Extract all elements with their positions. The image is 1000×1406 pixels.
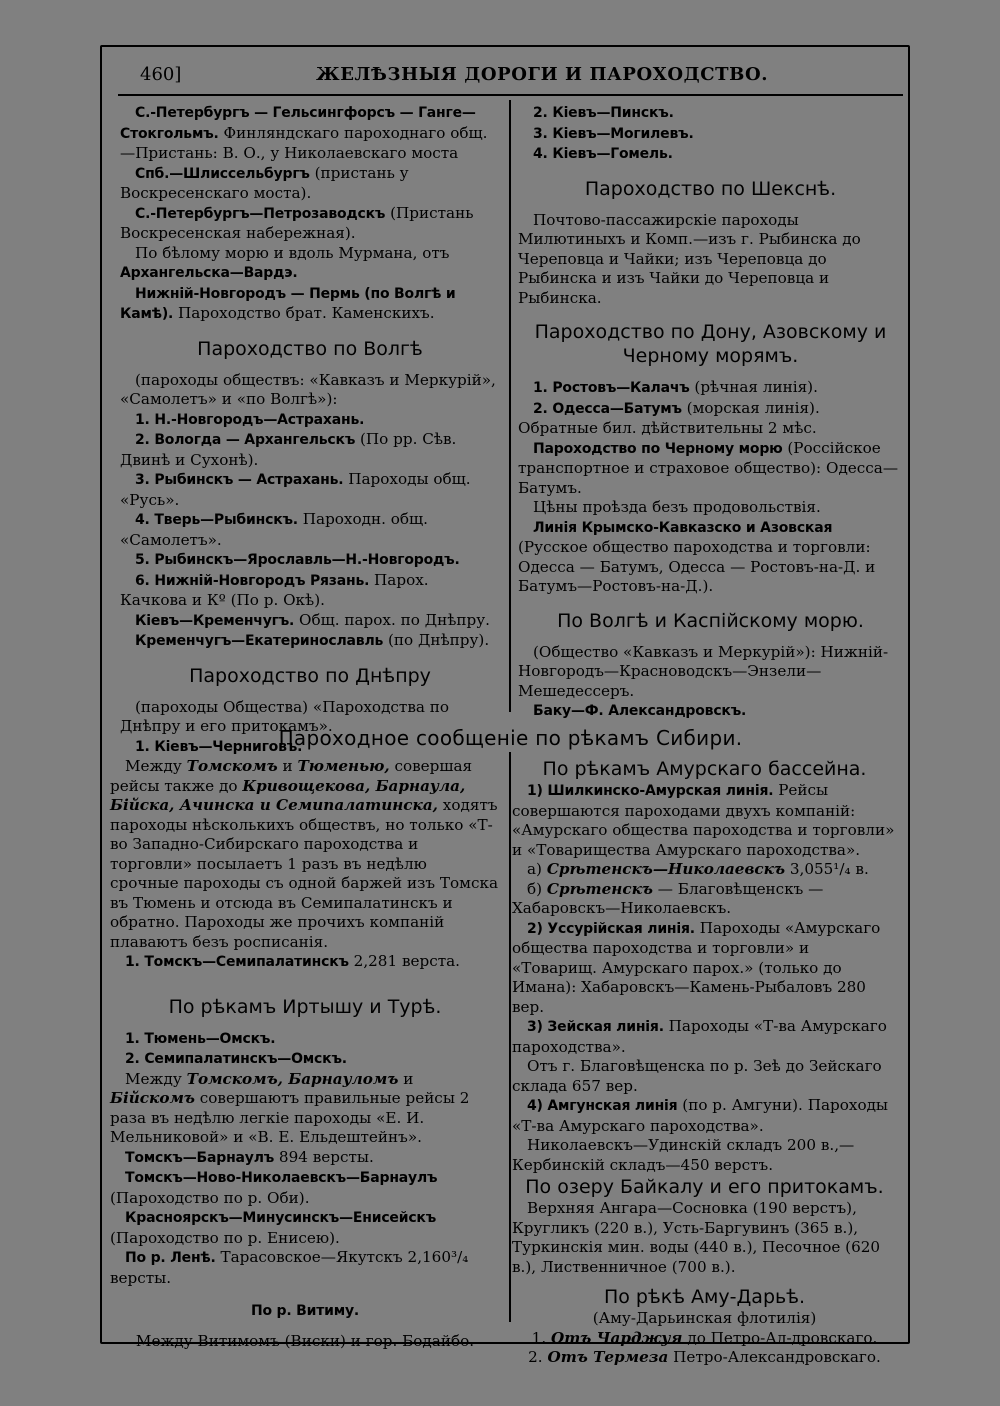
page-header	[118, 58, 903, 86]
right-top-column	[518, 103, 903, 722]
section-intro: (пароходы обществъ: «Кавказъ и Меркурій», «Самолетъ» и «по Волгѣ»):	[120, 370, 496, 408]
route-entry: 2. Одесса—Батумъ (морская линія). Обратные бил. дѣйствительны 2 мѣс.	[518, 398, 820, 437]
section-heading-dnepr: Пароходство по Днѣпру	[189, 664, 431, 687]
route-entry: По р. Ленѣ. Тарасовское—Якутскъ 2,160³/₄ версты.	[110, 1248, 469, 1287]
route-entry: Кременчугъ—Екатеринославль (по Днѣпру).	[135, 631, 490, 649]
header-rule	[118, 94, 903, 96]
route-entry: 1. Томскъ—Семипалатинскъ 2,281 верста.	[125, 952, 461, 970]
route-entry: 1. Тюмень—Омскъ.	[125, 1030, 276, 1047]
section-text: Верхняя Ангара—Сосновка (190 верстъ), Кругликъ (220 в.), Усть-Баргувинъ (365 в.), Туркинскія мин. воды (440 в.), Песочное (620 в.), Лиственничное (700 в.).	[512, 1199, 881, 1276]
section-heading-volga: Пароходство по Волгѣ	[197, 337, 423, 360]
route-entry: С.-Петербургъ—Петрозаводскъ (Пристань Воскресенская набережная).	[120, 203, 474, 242]
route-entry: 4) Амгунская линія (по р. Амгуни). Пароходы «Т-ва Амурскаго пароходства».	[512, 1096, 889, 1135]
route-entry: 6. Нижній-Новгородъ Рязань. Парох. Качкова и Кº (По р. Окѣ).	[120, 570, 429, 609]
section-text: Почтово-пассажирскіе пароходы Милютиныхъ и Комп.—изъ г. Рыбинска до Череповца и Чайки; изъ Череповца до Рыбинска и изъ Чайки до Череповца и Рыбинска.	[518, 210, 861, 307]
section-text: Между Витимомъ (Виски) и гор. Бодайбо.	[135, 1331, 475, 1350]
route-entry: 2. Отъ Термеза Петро-Александровскаго.	[528, 1348, 881, 1366]
route-entry: Красноярскъ—Минусинскъ—Енисейскъ (Пароходство по р. Енисею).	[110, 1210, 437, 1247]
section-heading-vitim: По р. Витиму.	[250, 1303, 360, 1319]
route-entry: 3) Зейская линія. Пароходы «Т-ва Амурскаго пароходства».	[512, 1017, 887, 1056]
section-heading-caspian: По Волгѣ и Каспійскому морю.	[557, 609, 864, 632]
route-entry: 3. Кіевъ—Могилевъ.	[533, 125, 694, 142]
route-entry: 1. Отъ Чарджуя до Петро-Ал-дровскаго.	[531, 1328, 878, 1347]
route-entry: 2. Кіевъ—Пинскъ.	[533, 105, 674, 121]
route-entry: Томскъ—Ново-Николаевскъ—Барнаулъ (Пароходство по р. Оби).	[110, 1170, 438, 1207]
route-entry: 1. Ростовъ—Калачъ (рѣчная линія).	[533, 378, 818, 396]
route-entry: С.-Петербургъ — Гельсингфорсъ — Ганге—Стокгольмъ. Финляндскаго пароходнаго общ.—Пристань: В. О., у Николаевскаго моста	[120, 105, 488, 162]
left-top-column	[120, 103, 500, 757]
route-entry: 4. Кіевъ—Гомель.	[533, 146, 673, 162]
page-number: 460]	[140, 64, 182, 85]
section-heading-amur: По рѣкамъ Амурскаго бассейна.	[542, 758, 867, 780]
page-content	[118, 58, 903, 86]
route-entry: Спб.—Шлиссельбургъ (пристань у Воскресенскаго моста).	[120, 163, 409, 202]
route-entry: Томскъ—Барнаулъ 894 версты.	[125, 1147, 374, 1166]
route-entry: Цѣны проѣзда безъ продовольствія.	[533, 498, 821, 516]
column-divider-bottom	[509, 752, 511, 1322]
route-entry: Пароходство по Черному морю (Россійское транспортное и страховое общество): Одесса—Батумъ.	[518, 438, 899, 497]
route-entry: 2) Уссурійская линія. Пароходы «Амурскаго общества пароходства и торговли» и «Товарищ. Амурскаго парох.» (только до Имана): Хабаровскъ—Камень-Рыбаловъ 280 вер.	[512, 918, 881, 1016]
route-entry: 1) Шилкинско-Амурская линія. Рейсы совершаются пароходами двухъ компаній: «Амурскаго общества пароходства и торговли» и «Товарищества Амурскаго пароходства».	[512, 781, 895, 859]
route-entry: Николаевскъ—Удинскій складъ 200 в.,—Кербинскій складъ—450 верстъ.	[512, 1136, 855, 1174]
section-heading-baikal: По озеру Байкалу и его притокамъ.	[525, 1176, 884, 1198]
section-text: Между Томскомъ и Тюменью, совершая рейсы также до Кривощекова, Барнаула, Бійска, Ачинска и Семипалатинска, ходятъ пароходы нѣсколькихъ обществъ, но только «Т-во Западно-Сибирскаго пароходства и торговли» посылаетъ 1 разъ въ недѣлю срочные пароходы съ одной баржей изъ Томска въ Тюмень и отсюда въ Семипалатинскъ и обратно. Пароходы же прочихъ компаній плаваютъ безъ росписанія.	[110, 757, 499, 951]
route-entry: Кіевъ—Кременчугъ. Общ. парох. по Днѣпру.	[135, 610, 490, 629]
route-entry: 1. Кіевъ—Черниговъ.	[135, 738, 303, 755]
route-entry: Баку—Ф. Александровскъ.	[533, 703, 747, 719]
route-entry: Нижній-Новгородъ — Пермь (по Волгѣ и Камѣ). Пароходство брат. Каменскихъ.	[120, 285, 456, 322]
section-heading-amu-darya: По рѣкѣ Аму-Дарьѣ.	[603, 1286, 806, 1308]
route-entry: 4. Тверь—Рыбинскъ. Пароходн. общ. «Самолетъ».	[120, 510, 429, 549]
route-entry: Линія Крымско-Кавказско и Азовская (Русское общество пароходства и торговли: Одесса — Батумъ, Одесса — Ростовъ-на-Д. и Батумъ—Ростовъ-на-Д.).	[518, 519, 876, 595]
route-entry: а) Срѣтенскъ—Николаевскъ 3,055¹/₄ в.	[527, 860, 869, 878]
route-entry: б) Срѣтенскъ — Благовѣщенскъ — Хабаровскъ—Николаевскъ.	[512, 879, 824, 917]
route-entry: 3. Рыбинскъ — Астрахань. Пароходы общ. «Русь».	[120, 470, 471, 509]
route-entry: 2. Вологда — Архангельскъ (По рр. Сѣв. Двинѣ и Сухонѣ).	[120, 430, 457, 469]
section-heading-don: Пароходство по Дону, Азовскому и Черному морямъ.	[534, 321, 887, 367]
route-entry: 2. Семипалатинскъ—Омскъ.	[125, 1051, 347, 1067]
route-entry: 5. Рыбинскъ—Ярославль—Н.-Новгородъ.	[135, 552, 460, 568]
section-heading-shekna: Пароходство по Шекснѣ.	[584, 177, 837, 200]
route-entry: Между Томскомъ, Барнауломъ и Бійскомъ совершаютъ правильные рейсы 2 раза въ недѣлю легкіе пароходы «Е. И. Мельниковой» и «В. Е. Ельдештейнъ».	[110, 1069, 470, 1146]
right-bottom-column	[512, 757, 897, 1368]
route-entry: По бѣлому морю и вдоль Мурмана, отъ Архангельска—Вардэ.	[120, 243, 450, 281]
section-text: (Общество «Кавказъ и Меркурій»): Нижній-Новгородъ—Красноводскъ—Энзели—Мешедессеръ.	[518, 642, 889, 700]
section-heading-irtysh: По рѣкамъ Иртышу и Турѣ.	[168, 995, 442, 1018]
section-title-siberia: Пароходное сообщеніе по рѣкамъ Сибири.	[278, 726, 743, 750]
left-bottom-column	[110, 757, 500, 1351]
column-divider-top	[509, 100, 511, 712]
route-entry: Отъ г. Благовѣщенска по р. Зеѣ до Зейскаго склада 657 вер.	[512, 1057, 882, 1095]
section-intro: (Аму-Дарьинская флотилія)	[592, 1309, 817, 1327]
section-intro: (пароходы Общества) «Пароходства по Днѣпру и его притокамъ».	[120, 697, 450, 735]
route-entry: 1. Н.-Новгородъ—Астрахань.	[135, 411, 365, 428]
page-title: ЖЕЛѢЗНЫЯ ДОРОГИ И ПАРОХОДСТВО.	[316, 64, 769, 85]
